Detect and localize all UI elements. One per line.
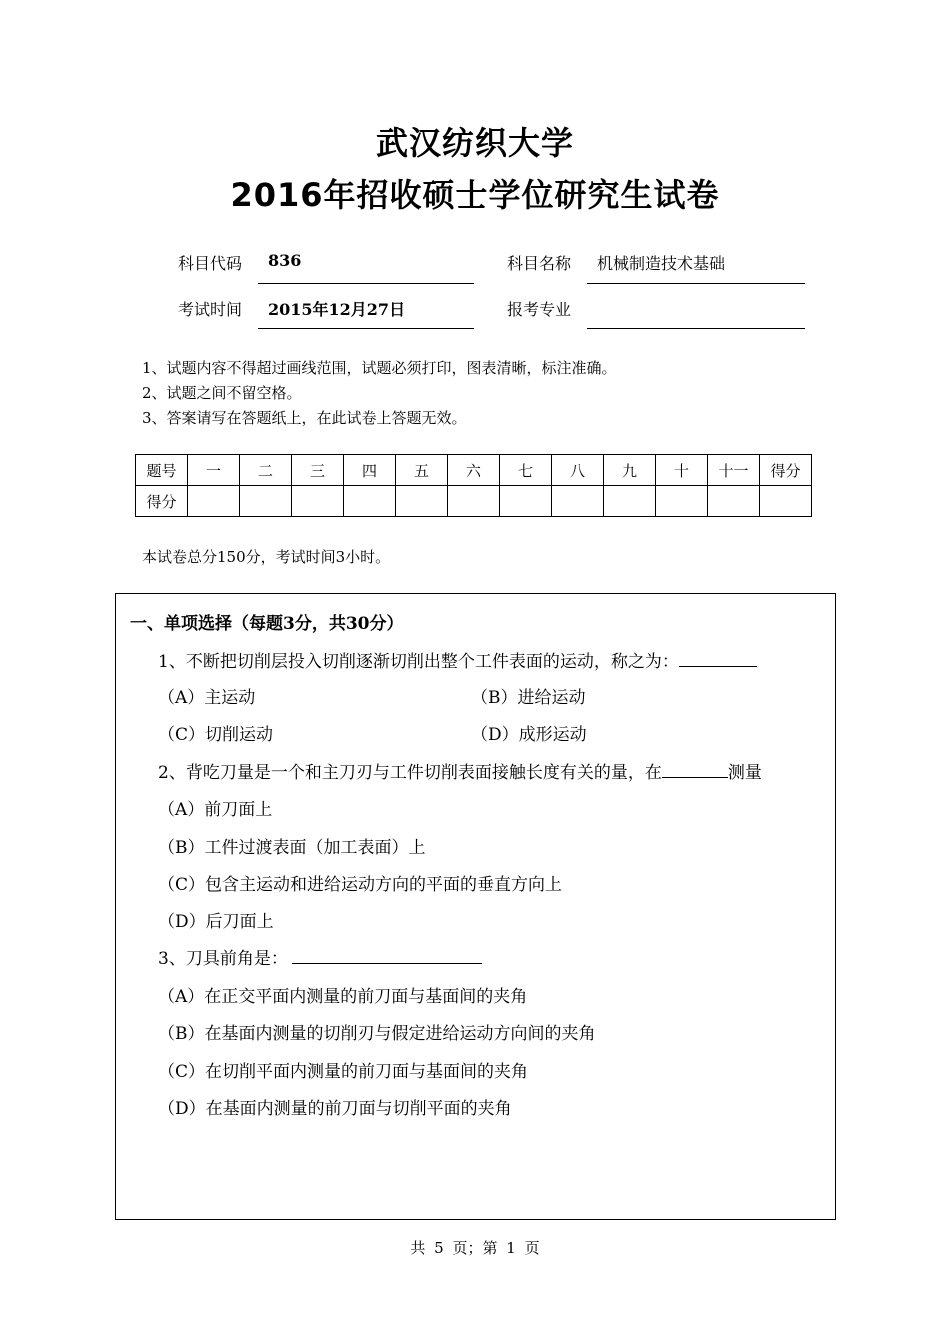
- score-cell-empty: [760, 486, 812, 517]
- question-3-option-b: （B）在基面内测量的切削刃与假定进给运动方向间的夹角: [158, 1024, 596, 1044]
- score-cell: 二: [240, 455, 292, 486]
- score-cell: 八: [552, 455, 604, 486]
- subject-name-underline: [587, 283, 805, 284]
- question-2-text: 2、背吃刀量是一个和主刀刃与工件切削表面接触长度有关的量，在: [158, 763, 662, 783]
- score-cell-empty: [552, 486, 604, 517]
- score-cell: 九: [604, 455, 656, 486]
- question-2-option-a: （A）前刀面上: [158, 800, 273, 820]
- question-3-text: 3、刀具前角是：: [158, 949, 288, 969]
- question-box: [115, 593, 836, 1220]
- score-cell-empty: [604, 486, 656, 517]
- major-label: 报考专业: [507, 300, 572, 319]
- score-cell: 四: [344, 455, 396, 486]
- subject-code-underline: [258, 283, 474, 284]
- rule-3: 3、答案请写在答题纸上，在此试卷上答题无效。: [142, 409, 467, 427]
- score-cell-empty: [396, 486, 448, 517]
- score-table: [135, 454, 812, 517]
- score-cell-empty: [188, 486, 240, 517]
- exam-time-underline: [258, 328, 474, 329]
- question-1-option-b: （B）进给运动: [471, 688, 586, 708]
- rule-1: 1、试题内容不得超过画线范围，试题必须打印，图表清晰，标注准确。: [142, 359, 617, 377]
- major-underline: [587, 328, 805, 329]
- page-footer: 共 5 页；第 1 页: [410, 1239, 540, 1257]
- score-cell-empty: [656, 486, 708, 517]
- question-1-blank: [679, 648, 757, 667]
- question-2-blank: [662, 759, 728, 778]
- score-table-score-row: [136, 486, 812, 517]
- question-1-text: 1、不断把切削层投入切削逐渐切削出整个工件表面的运动，称之为：: [158, 652, 679, 672]
- score-cell-empty: [708, 486, 760, 517]
- score-cell: 六: [448, 455, 500, 486]
- subject-code-label: 科目代码: [178, 254, 243, 273]
- subject-code-value: 836: [268, 251, 302, 270]
- question-2-stem: [158, 758, 762, 783]
- question-2-option-b: （B）工件过渡表面（加工表面）上: [158, 838, 426, 858]
- subject-name-value: 机械制造技术基础: [597, 254, 726, 273]
- score-cell: 三: [292, 455, 344, 486]
- score-cell-empty: [500, 486, 552, 517]
- question-1-option-a: （A）主运动: [158, 688, 256, 708]
- score-cell-empty: [344, 486, 396, 517]
- university-title: 武汉纺织大学: [375, 124, 574, 162]
- score-cell: 题号: [136, 455, 188, 486]
- question-3-blank: [292, 945, 482, 964]
- total-score-note: 本试卷总分150分，考试时间3小时。: [142, 548, 391, 566]
- score-cell-empty: [240, 486, 292, 517]
- subject-name-label: 科目名称: [507, 254, 572, 273]
- question-3-option-d: （D）在基面内测量的前刀面与切削平面的夹角: [158, 1099, 512, 1119]
- question-1-stem: [158, 647, 757, 672]
- rule-2: 2、试题之间不留空格。: [142, 384, 302, 402]
- score-cell: 十: [656, 455, 708, 486]
- score-cell: 得分: [760, 455, 812, 486]
- question-3-option-a: （A）在正交平面内测量的前刀面与基面间的夹角: [158, 987, 528, 1007]
- question-3-stem: [158, 944, 482, 969]
- score-cell-empty: [448, 486, 500, 517]
- score-table-header-row: [136, 455, 812, 486]
- score-cell: 十一: [708, 455, 760, 486]
- exam-rules: [142, 356, 617, 431]
- question-1-option-d: （D）成形运动: [471, 725, 587, 745]
- exam-title: 2016年招收硕士学位研究生试卷: [230, 176, 720, 214]
- score-cell: 七: [500, 455, 552, 486]
- exam-time-label: 考试时间: [178, 300, 243, 319]
- question-1-option-c: （C）切削运动: [158, 725, 274, 745]
- section-heading: 一、单项选择（每题3分，共30分）: [130, 614, 404, 634]
- score-cell: 一: [188, 455, 240, 486]
- exam-time-value: 2015年12月27日: [268, 300, 406, 319]
- question-2-option-d: （D）后刀面上: [158, 912, 274, 932]
- score-cell-empty: [292, 486, 344, 517]
- question-2-option-c: （C）包含主运动和进给运动方向的平面的垂直方向上: [158, 875, 563, 895]
- question-3-option-c: （C）在切削平面内测量的前刀面与基面间的夹角: [158, 1062, 529, 1082]
- question-2-text-end: 测量: [727, 763, 762, 783]
- score-cell: 五: [396, 455, 448, 486]
- score-cell: 得分: [136, 486, 188, 517]
